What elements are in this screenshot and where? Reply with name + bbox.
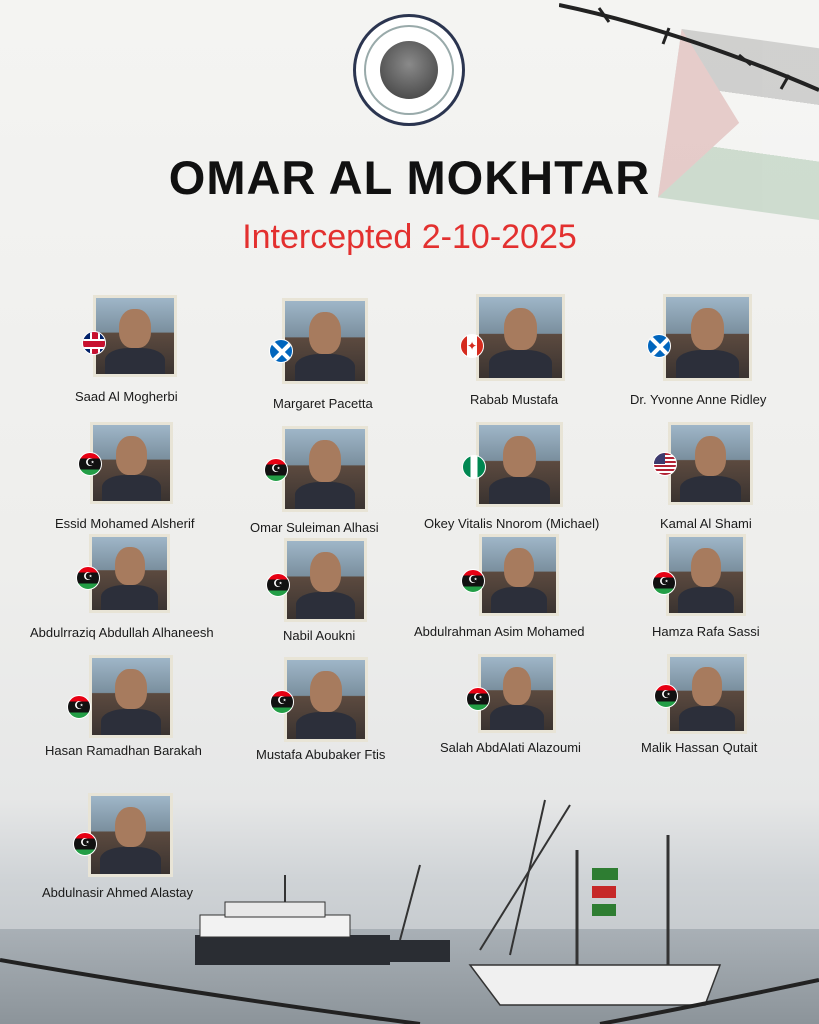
person-photo (478, 654, 556, 733)
person-name: Okey Vitalis Nnorom (Michael) (424, 516, 600, 531)
person-photo (663, 294, 752, 381)
canada-flag-icon (460, 334, 484, 358)
person-photo (89, 655, 173, 738)
person-name: Saad Al Mogherbi (75, 389, 178, 404)
person-name: Salah AbdAlati Alazoumi (440, 740, 581, 755)
barbed-wire-decoration (559, 0, 819, 120)
libya-flag-icon (67, 695, 91, 719)
scotland-flag-icon (269, 339, 293, 363)
person-name: Abdulrahman Asim Mohamed (414, 624, 585, 639)
person-photo (93, 295, 177, 377)
person-photo (284, 657, 368, 742)
libya-flag-icon (266, 573, 290, 597)
person-name: Kamal Al Shami (660, 516, 752, 531)
ships-illustration (0, 780, 819, 1024)
libya-flag-icon (461, 569, 485, 593)
person-photo (282, 426, 368, 512)
person-name: Omar Suleiman Alhasi (250, 520, 379, 535)
person-photo (89, 534, 170, 613)
uk-flag-icon (82, 331, 106, 355)
person-name: Essid Mohamed Alsherif (55, 516, 195, 531)
logo-portrait (380, 41, 438, 99)
person-name: Hamza Rafa Sassi (652, 624, 760, 639)
libya-flag-icon (654, 684, 678, 708)
person-photo (282, 298, 368, 384)
person-name: Rabab Mustafa (470, 392, 559, 407)
usa-flag-icon (653, 452, 677, 476)
person-name: Malik Hassan Qutait (641, 740, 758, 755)
person-name: Hasan Ramadhan Barakah (45, 743, 202, 758)
ships-scene (0, 780, 819, 1024)
page-subtitle: Intercepted 2-10-2025 (242, 218, 577, 256)
person-photo (479, 534, 559, 616)
person-photo (667, 654, 747, 734)
scotland-flag-icon (647, 334, 671, 358)
person-name: Abdulnasir Ahmed Alastay (42, 885, 194, 900)
nigeria-flag-icon (462, 455, 486, 479)
libya-flag-icon (466, 687, 490, 711)
person-photo (284, 538, 367, 622)
libya-flag-icon (76, 566, 100, 590)
libya-flag-icon (270, 690, 294, 714)
person-photo (476, 422, 563, 507)
person-photo (668, 422, 753, 505)
page-title: OMAR AL MOKHTAR (168, 151, 651, 204)
person-name: Nabil Aoukni (283, 628, 356, 643)
person-photo (666, 534, 746, 616)
person-name: Abdulrraziq Abdullah Alhaneesh (30, 625, 214, 640)
flotilla-logo (353, 14, 465, 126)
person-name: Dr. Yvonne Anne Ridley (630, 392, 767, 407)
libya-flag-icon (264, 458, 288, 482)
libya-flag-icon (78, 452, 102, 476)
person-photo (476, 294, 565, 381)
person-name: Margaret Pacetta (273, 396, 373, 411)
person-name: Mustafa Abubaker Ftis (256, 747, 386, 762)
libya-flag-icon (652, 571, 676, 595)
person-photo (90, 422, 173, 504)
